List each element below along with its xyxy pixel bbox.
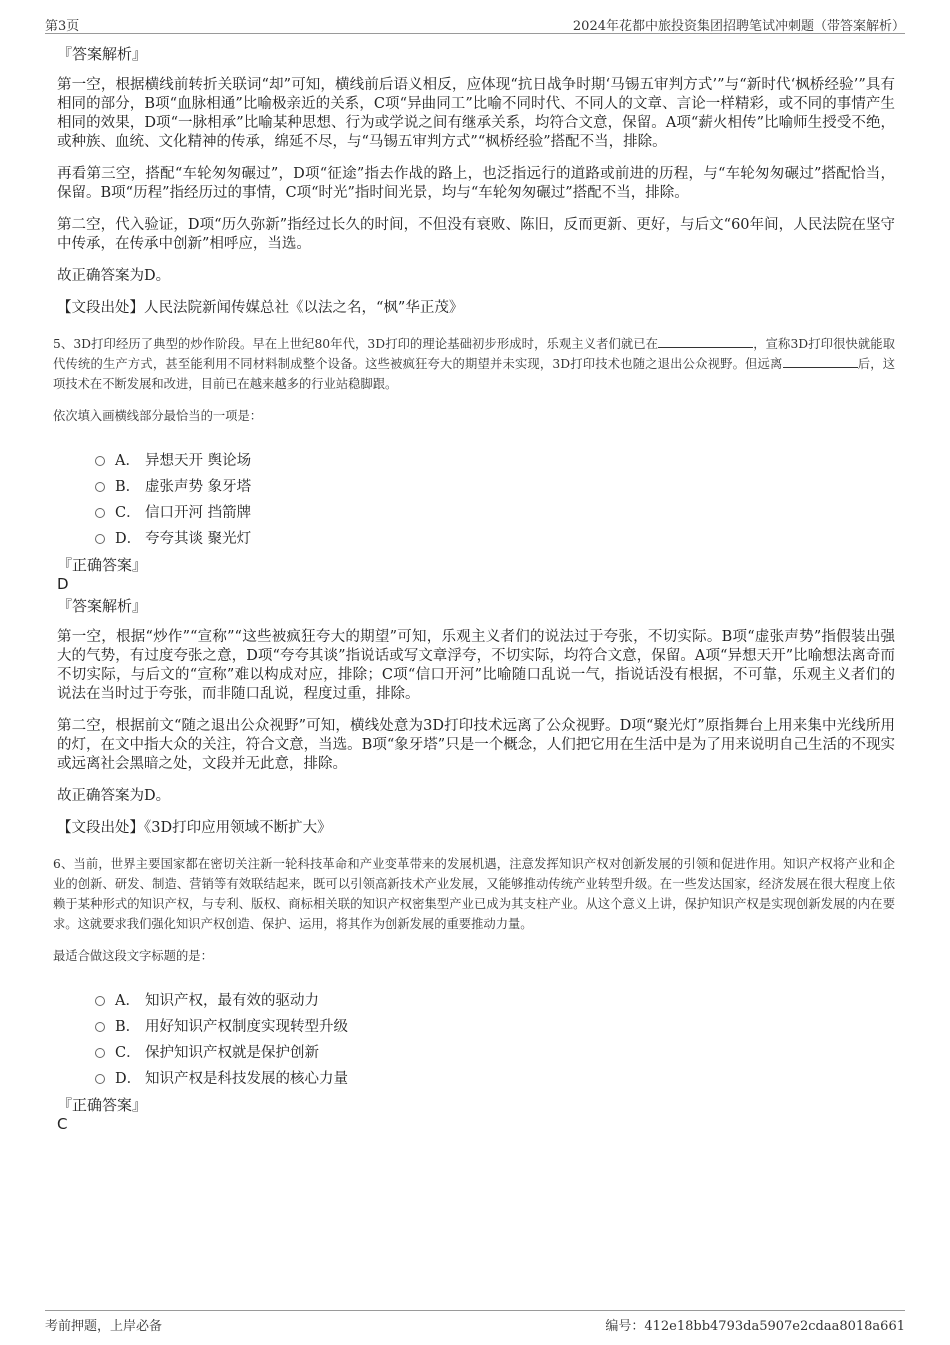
radio-icon[interactable] [95, 482, 105, 492]
radio-icon[interactable] [95, 996, 105, 1006]
option-letter: B． [115, 1018, 141, 1035]
analysis-label: 『答案解析』 [57, 45, 148, 63]
analysis-label: 『答案解析』 [57, 597, 148, 615]
source-citation: 【文段出处】人民法院新闻传媒总社《以法之名，“枫”华正茂》 [57, 300, 464, 316]
option-c[interactable] [95, 1038, 895, 1064]
option-letter: C． [115, 1044, 141, 1061]
radio-icon[interactable] [95, 508, 105, 518]
analysis-paragraph: 第二空，代入验证，D项“历久弥新”指经过长久的时间，不但没有衰败、陈旧，反而更新、更好，与后文“60年间，人民法院在坚守中传承，在传承中创新”相呼应，当选。 [57, 217, 895, 252]
option-text: 知识产权，最有效的驱动力 [145, 992, 319, 1009]
page-footer [45, 1310, 905, 1335]
correct-answer-label: 『正确答案』 [57, 1096, 148, 1114]
fill-blank [658, 335, 753, 348]
option-text: 知识产权是科技发展的核心力量 [145, 1070, 348, 1087]
analysis-paragraph: 第一空，根据“炒作”“宣称”“这些被疯狂夸大的期望”可知，乐观主义者们的说法过于夸张，不切实际。B项“虚张声势”指假装出强大的气势，有过度夸张之意，D项“夸夸其谈”指说话或写文章浮夸，不切实际，均符合文意，保留。A项“异想天开”比喻想法离奇而不切实际，与后文的“宣称”难以构成对应，排除；C项“信口开河”比喻随口乱说一气，指说话没有根据，不可靠，乐观主义者们的说法在当时过于夸张，而非随口乱说，程度过重，排除。 [57, 629, 895, 702]
option-text: 异想天开 舆论场 [145, 452, 252, 469]
option-letter: D． [115, 1070, 142, 1087]
radio-icon[interactable] [95, 534, 105, 544]
page-number: 第3页 [45, 19, 80, 34]
question-prompt: 最适合做这段文字标题的是： [53, 949, 213, 963]
conclusion: 故正确答案为D。 [57, 268, 171, 284]
option-letter: D． [115, 530, 142, 547]
fill-blank [783, 355, 858, 368]
footer-slogan: 考前押题，上岸必备 [45, 1319, 163, 1334]
option-d[interactable] [95, 1064, 895, 1090]
options-list [95, 446, 895, 550]
option-text: 虚张声势 象牙塔 [145, 478, 252, 495]
radio-icon[interactable] [95, 1074, 105, 1084]
question-5-text [53, 334, 895, 394]
option-b[interactable] [95, 1012, 895, 1038]
question-text-part: 后，这项技术在不断发展和改进，目前已在越来越多的行业站稳脚跟。 [53, 357, 895, 391]
radio-icon[interactable] [95, 1022, 105, 1032]
question-prompt: 依次填入画横线部分最恰当的一项是： [53, 409, 263, 423]
options-list [95, 986, 895, 1090]
option-text: 保护知识产权就是保护创新 [145, 1044, 319, 1061]
analysis-paragraph: 第一空，根据横线前转折关联词“却”可知，横线前后语义相反，应体现“抗日战争时期‘马锡五审判方式’”与“新时代‘枫桥经验’”具有相同的部分，B项“血脉相通”比喻极亲近的关系，C项“异曲同工”比喻不同时代、不同人的文章、言论一样精彩，或不同的事情产生相同的效果，D项“一脉相承”比喻某种思想、行为或学说之间有继承关系，均符合文意，保留。A项“薪火相传”比喻师生授受不绝，或种族、血统、文化精神的传承，绵延不尽，与“马锡五审判方式”“枫桥经验”搭配不当，排除。 [57, 77, 895, 150]
question-text-part: ，宣称3D打印很快就能取代传统的生产方式，甚至能利用不同材料制成整个设备。这些被疯狂夸大的期望并未实现，3D打印技术也随之退出公众视野。但远离 [53, 337, 895, 371]
correct-answer: C [57, 1115, 68, 1133]
correct-answer-label: 『正确答案』 [57, 556, 148, 574]
question-6-text: 6、当前，世界主要国家都在密切关注新一轮科技革命和产业变革带来的发展机遇，注意发挥知识产权对创新发展的引领和促进作用。知识产权将产业和企业的创新、研发、制造、营销等有效联结起来，既可以引领高新技术产业发展，又能够推动传统产业转型升级。在一些发达国家，经济发展在很大程度上依赖于某种形式的知识产权，与专利、版权、商标相关联的知识产权密集型产业已成为其支柱产业。从这个意义上讲，保护知识产权是实现创新发展的内在要求。这就要求我们强化知识产权创造、保护、运用，将其作为创新发展的重要推动力量。 [53, 857, 895, 931]
conclusion: 故正确答案为D。 [57, 788, 171, 804]
page-content [53, 44, 895, 1136]
option-b[interactable] [95, 472, 895, 498]
option-letter: B． [115, 478, 141, 495]
option-text: 用好知识产权制度实现转型升级 [145, 1018, 348, 1035]
option-text: 夸夸其谈 聚光灯 [145, 530, 252, 547]
question-text-part: 5、3D打印经历了典型的炒作阶段。早在上世纪80年代，3D打印的理论基础初步形成时，乐观主义者们就已在 [53, 337, 659, 351]
source-citation: 【文段出处】《3D打印应用领域不断扩大》 [57, 820, 332, 836]
option-letter: C． [115, 504, 141, 521]
option-letter: A． [115, 452, 140, 469]
option-a[interactable] [95, 446, 895, 472]
document-title: 2024年花都中旅投资集团招聘笔试冲刺题（带答案解析） [572, 19, 905, 34]
option-letter: A． [115, 992, 140, 1009]
correct-answer: D [57, 575, 69, 593]
document-id: 编号：412e18bb4793da5907e2cdaa8018a661 [605, 1319, 905, 1334]
page-header [45, 13, 905, 34]
option-text: 信口开河 挡箭牌 [145, 504, 252, 521]
option-a[interactable] [95, 986, 895, 1012]
option-d[interactable] [95, 524, 895, 550]
radio-icon[interactable] [95, 1048, 105, 1058]
analysis-paragraph: 第二空，根据前文“随之退出公众视野”可知，横线处意为3D打印技术远离了公众视野。D项“聚光灯”原指舞台上用来集中光线所用的灯，在文中指大众的关注，符合文意，当选。B项“象牙塔”只是一个概念，人们把它用在生活中是为了用来说明自己生活的不现实或远离社会黑暗之处，文段并无此意，排除。 [57, 718, 895, 772]
analysis-paragraph: 再看第三空，搭配“车轮匆匆碾过”，D项“征途”指去作战的路上，也泛指远行的道路或前进的历程，与“车轮匆匆碾过”搭配恰当，保留。B项“历程”指经历过的事情，C项“时光”指时间光景，均与“车轮匆匆碾过”搭配不当，排除。 [57, 166, 895, 201]
option-c[interactable] [95, 498, 895, 524]
radio-icon[interactable] [95, 456, 105, 466]
